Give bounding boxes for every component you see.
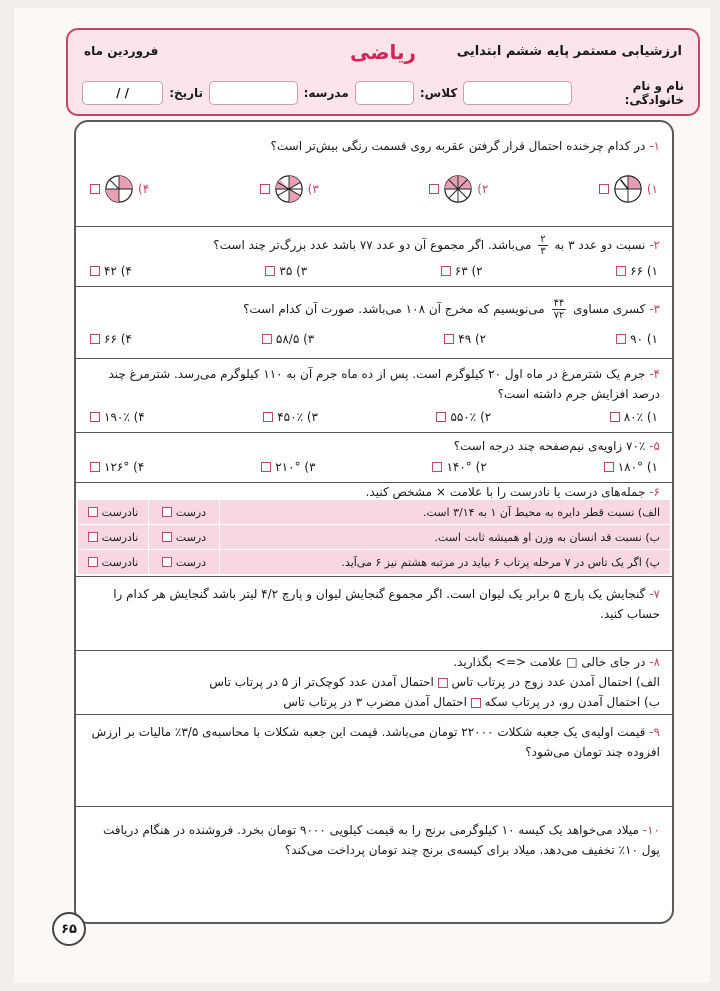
question-5 [76,432,672,483]
statement-text: ب) نسبت قد انسان به وزن او همیشه ثابت است. [434,530,660,544]
question-text: نسبت دو عدد ۳ به [554,238,646,252]
option-label: ۴) ۱۲۶° [104,460,145,474]
true-cell[interactable] [149,500,220,524]
true-cell[interactable] [149,525,220,549]
comparison-blank[interactable] [471,698,481,708]
page-number: ۶۵ [52,912,86,946]
option-1[interactable] [599,174,658,204]
question-number: ۴- [649,367,660,381]
false-cell[interactable] [78,500,149,524]
worksheet-page [14,8,710,983]
question-8-text [86,652,660,672]
question-5-text [86,436,660,456]
question-number: ۷- [649,587,660,601]
false-checkbox[interactable] [88,532,98,542]
option-label: ۱) ۸۰٪ [623,410,658,424]
option-checkbox[interactable] [90,184,100,194]
table-row [78,500,670,525]
false-label: نادرست [101,505,139,519]
school-label: مدرسه: [303,86,349,100]
question-1 [76,122,672,227]
question-number: ۲- [649,238,660,252]
true-label: درست [175,555,207,569]
option-2[interactable] [441,264,483,278]
question-number: ۸- [649,655,660,669]
subject-title: ریاضی [349,40,417,64]
fraction-denominator: ۳ [540,246,546,257]
option-1[interactable] [616,264,658,278]
false-cell[interactable] [78,525,149,549]
date-field[interactable] [82,81,163,105]
question-text-cont: می‌نویسیم که مخرج آن ۱۰۸ می‌باشد. صورت آن کدام است؟ [243,302,545,316]
question-5-options [90,460,658,474]
option-label: ۴) ۶۶ [104,332,132,346]
school-field[interactable] [209,81,298,105]
option-1[interactable] [610,410,658,424]
option-3[interactable] [261,460,315,474]
question-number: ۹- [649,725,660,739]
question-number: ۱- [649,139,660,153]
option-4[interactable] [90,410,145,424]
option-1[interactable] [616,332,658,346]
question-text: قیمت اولیه‌ی یک جعبه شکلات ۲۲۰۰۰ تومان می‌باشد. قیمت این جعبه شکلات با محاسبه‌ی ۳/۵٪ مالیات بر ارزش افزوده چند تومان می‌شود؟ [91,725,660,759]
option-label: ۳) ۴۵۰٪ [277,410,318,424]
comparison-blank[interactable] [438,678,448,688]
true-cell[interactable] [149,550,220,574]
question-7 [76,576,672,651]
question-text: میلاد می‌خواهد یک کیسه ۱۰ کیلوگرمی برنج را به قیمت کیلویی ۹۰۰۰ تومان بخرد. فروشنده در هنگام دریافت پول ۱۰٪ تخفیف می‌دهد. میلاد برای کیسه‌ی برنج چند تومان پرداخت می‌کند؟ [102,823,660,857]
option-3[interactable] [260,174,319,204]
fraction-numerator: ۴۴ [553,298,565,309]
option-checkbox[interactable] [265,266,275,276]
comparison-row [86,692,660,712]
option-label: ۲) ۴۹ [458,332,487,346]
question-9-text [86,722,660,762]
series-title: ارزشیابی مستمر پایه ششم ابتدایی [456,44,682,59]
true-checkbox[interactable] [162,557,172,567]
fraction-numerator: ۲ [540,234,546,245]
true-false-table [78,500,670,574]
false-checkbox[interactable] [88,557,98,567]
spinner-icon [274,174,304,204]
fraction-denominator: ۷۲ [553,310,565,321]
option-4[interactable] [90,174,149,204]
date-value: / / [116,86,130,100]
option-3[interactable] [265,264,307,278]
question-4-options [90,410,658,424]
comparison-right: احتمال آمدن مضرب ۳ در پرتاب تاس [283,695,467,709]
option-label: ۱) [646,182,658,196]
option-label: ۴) [138,182,150,196]
question-number: ۳- [649,302,660,316]
spinner-icon [443,174,473,204]
option-label: ۴) ۱۹۰٪ [104,410,145,424]
fraction [552,298,567,321]
question-number: ۶- [649,485,660,499]
question-1-text [86,136,660,156]
question-8 [76,650,672,715]
question-1-options [90,174,658,204]
fraction [538,234,547,257]
question-2 [76,226,672,287]
question-text: جمله‌های درست یا نادرست را با علامت × مشخص کنید. [365,485,646,499]
option-checkbox[interactable] [441,266,451,276]
option-label: ۴) ۴۲ [104,264,132,278]
question-3-options [90,332,658,346]
class-field[interactable] [355,81,414,105]
option-4[interactable] [90,332,132,346]
option-checkbox[interactable] [262,334,272,344]
option-2[interactable] [432,460,486,474]
comparison-right: احتمال آمدن عدد کوچک‌تر از ۵ در پرتاب تاس [209,675,434,689]
question-2-text [86,234,660,257]
question-number: ۵- [649,439,660,453]
option-2[interactable] [436,410,491,424]
student-info-row [82,80,684,106]
false-cell[interactable] [78,550,149,574]
question-3-text [86,298,660,321]
false-label: نادرست [101,530,139,544]
table-row [78,525,670,550]
question-text: ۷۰٪ زاویه‌ی نیم‌صفحه چند درجه است؟ [453,439,646,453]
option-1[interactable] [604,460,658,474]
option-checkbox[interactable] [90,412,100,422]
option-checkbox[interactable] [260,184,270,194]
question-3 [76,286,672,359]
option-2[interactable] [444,332,486,346]
option-3[interactable] [263,410,318,424]
spinner-icon [613,174,643,204]
option-3[interactable] [262,332,314,346]
question-text: کسری مساوی [573,302,646,316]
option-label: ۱) ۹۰ [630,332,658,346]
name-field[interactable] [463,81,572,105]
question-10 [76,806,672,922]
option-label: ۲) ۶۳ [454,264,483,278]
option-checkbox[interactable] [599,184,609,194]
question-text: در جای خالی □ علامت <=> بگذارید. [453,655,646,669]
option-label: ۲) [477,182,489,196]
option-checkbox[interactable] [90,266,100,276]
worksheet-header [66,28,700,116]
question-2-options [90,264,658,278]
name-label: نام و نام خانوادگی: [624,79,684,107]
comparison-left: الف) احتمال آمدن عدد زوج در پرتاب تاس [451,675,660,689]
question-text: جرم یک شترمرغ در ماه اول ۲۰ کیلوگرم است. پس از ده ماه جرم آن به ۱۱۰ کیلوگرم می‌رسد. شترمرغ چند درصد افزایش جرم داشته است؟ [108,367,660,401]
option-label: ۲) ۵۵۰٪ [450,410,492,424]
true-checkbox[interactable] [162,507,172,517]
option-label: ۱) ۱۸۰° [617,460,658,474]
table-row [78,550,670,574]
option-label: ۳) ۳۵ [279,264,308,278]
option-checkbox[interactable] [610,412,620,422]
question-text-cont: می‌باشد. اگر مجموع آن دو عدد ۷۷ باشد عدد بزرگ‌تر چند است؟ [213,238,532,252]
question-9 [76,714,672,807]
option-label: ۳) ۲۱۰° [275,460,316,474]
true-checkbox[interactable] [162,532,172,542]
false-label: نادرست [101,555,139,569]
question-10-text [86,820,660,860]
question-4-text [86,364,660,404]
option-checkbox[interactable] [429,184,439,194]
question-text: گنجایش یک پارچ ۵ برابر یک لیوان است. اگر مجموع گنجایش لیوان و پارچ ۴/۲ لیتر باشد گنجایش هر کدام را حساب کنید. [113,587,660,621]
question-7-text [86,584,660,624]
question-number: ۱۰- [642,823,660,837]
option-checkbox[interactable] [261,462,271,472]
option-checkbox[interactable] [604,462,614,472]
option-checkbox[interactable] [90,462,100,472]
true-label: درست [175,505,207,519]
false-checkbox[interactable] [88,507,98,517]
question-6 [76,482,672,577]
option-label: ۳) [307,182,319,196]
question-4 [76,358,672,433]
question-text: در کدام چرخنده احتمال قرار گرفتن عقربه روی قسمت رنگی بیش‌تر است؟ [270,139,646,153]
option-checkbox[interactable] [263,412,273,422]
questions-panel [74,120,674,924]
exam-month: فروردین ماه [84,44,159,58]
option-checkbox[interactable] [616,266,626,276]
option-label: ۳) ۵۸/۵ [275,332,315,346]
option-2[interactable] [429,174,488,204]
class-label: کلاس: [419,86,458,100]
comparison-row [86,672,660,692]
option-checkbox[interactable] [90,334,100,344]
statement-text: الف) نسبت قطر دایره به محیط آن ۱ به ۳/۱۴ است. [423,505,660,519]
statement-text: پ) اگر یک تاس در ۷ مرحله پرتاب ۶ بیاید در مرتبه هشتم نیز ۶ می‌آید. [341,555,660,569]
option-4[interactable] [90,264,132,278]
question-6-text [86,482,660,502]
option-checkbox[interactable] [616,334,626,344]
true-label: درست [175,530,207,544]
spinner-icon [104,174,134,204]
option-checkbox[interactable] [436,412,446,422]
date-label: تاریخ: [169,86,204,100]
option-label: ۱) ۶۶ [630,264,658,278]
option-checkbox[interactable] [444,334,454,344]
option-4[interactable] [90,460,144,474]
option-checkbox[interactable] [432,462,442,472]
option-label: ۲) ۱۴۰° [446,460,487,474]
comparison-left: ب) احتمال آمدن رو، در پرتاب سکه [484,695,660,709]
